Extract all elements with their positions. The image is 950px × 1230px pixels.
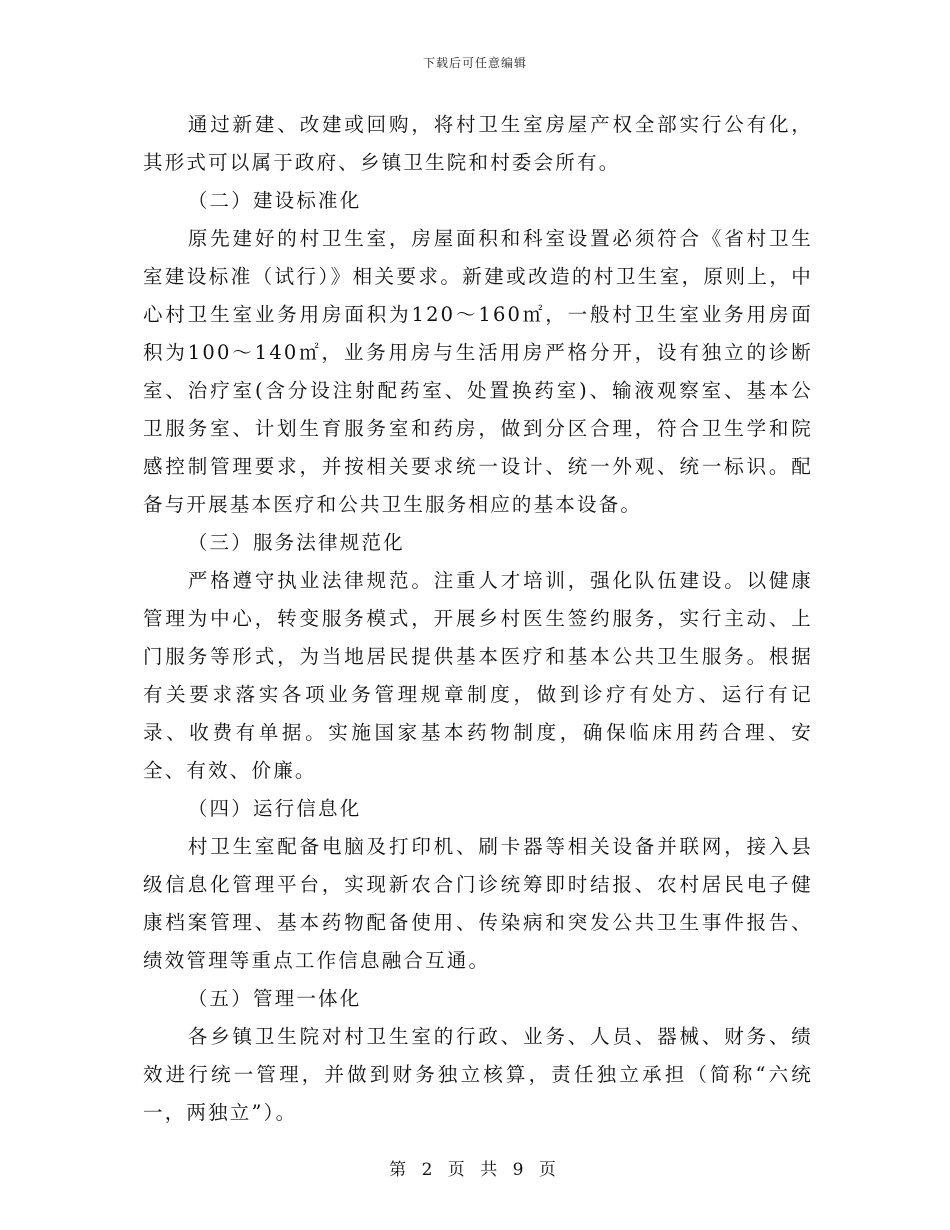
section-heading-integrated-management: （五）管理一体化 <box>187 987 362 1010</box>
paragraph-property-ownership: 通过新建、改建或回购，将村卫生室房屋产权全部实行公有化，其形式可以属于政府、乡镇卫生院和村委会所有。 <box>143 113 813 174</box>
paragraph-construction-standard: 原先建好的村卫生室，房屋面积和科室设置必须符合《省村卫生室建设标准（试行）》相关要求。新建或改造的村卫生室，原则上，中心村卫生室业务用房面积为120～160㎡，一般村卫生室业务用房面积为100～140㎡，业务用房与生活用房严格分开，设有独立的诊断室、治疗室(含分设注射配药室、处置换药室)、输液观察室、基本公卫服务室、计划生育服务室和药房，做到分区合理，符合卫生学和院感控制管理要求，并按相关要求统一设计、统一外观、统一标识。配备与开展基本医疗和公共卫生服务相应的基本设备。 <box>143 227 813 516</box>
document-body <box>143 106 813 1132</box>
section-heading-construction-standard: （二）建设标准化 <box>187 189 362 212</box>
section-heading-informatization: （四）运行信息化 <box>187 797 362 820</box>
paragraph-integrated-management: 各乡镇卫生院对村卫生室的行政、业务、人员、器械、财务、绩效进行统一管理，并做到财务独立核算，责任独立承担（简称“六统一，两独立”）。 <box>143 1025 813 1124</box>
section-heading-service-regulation: （三）服务法律规范化 <box>187 531 405 554</box>
page-header-note: 下载后可任意编辑 <box>422 56 527 70</box>
paragraph-informatization: 村卫生室配备电脑及打印机、刷卡器等相关设备并联网，接入县级信息化管理平台，实现新农合门诊统筹即时结报、农村居民电子健康档案管理、基本药物配备使用、传染病和突发公共卫生事件报告、绩效管理等重点工作信息融合互通。 <box>143 835 813 972</box>
page-number-footer: 第 2 页 共 9 页 <box>389 1160 561 1180</box>
paragraph-service-regulation: 严格遵守执业法律规范。注重人才培训，强化队伍建设。以健康管理为中心，转变服务模式，开展乡村医生签约服务，实行主动、上门服务等形式，为当地居民提供基本医疗和基本公共卫生服务。根据有关要求落实各项业务管理规章制度，做到诊疗有处方、运行有记录、收费有单据。实施国家基本药物制度，确保临床用药合理、安全、有效、价廉。 <box>143 569 813 782</box>
